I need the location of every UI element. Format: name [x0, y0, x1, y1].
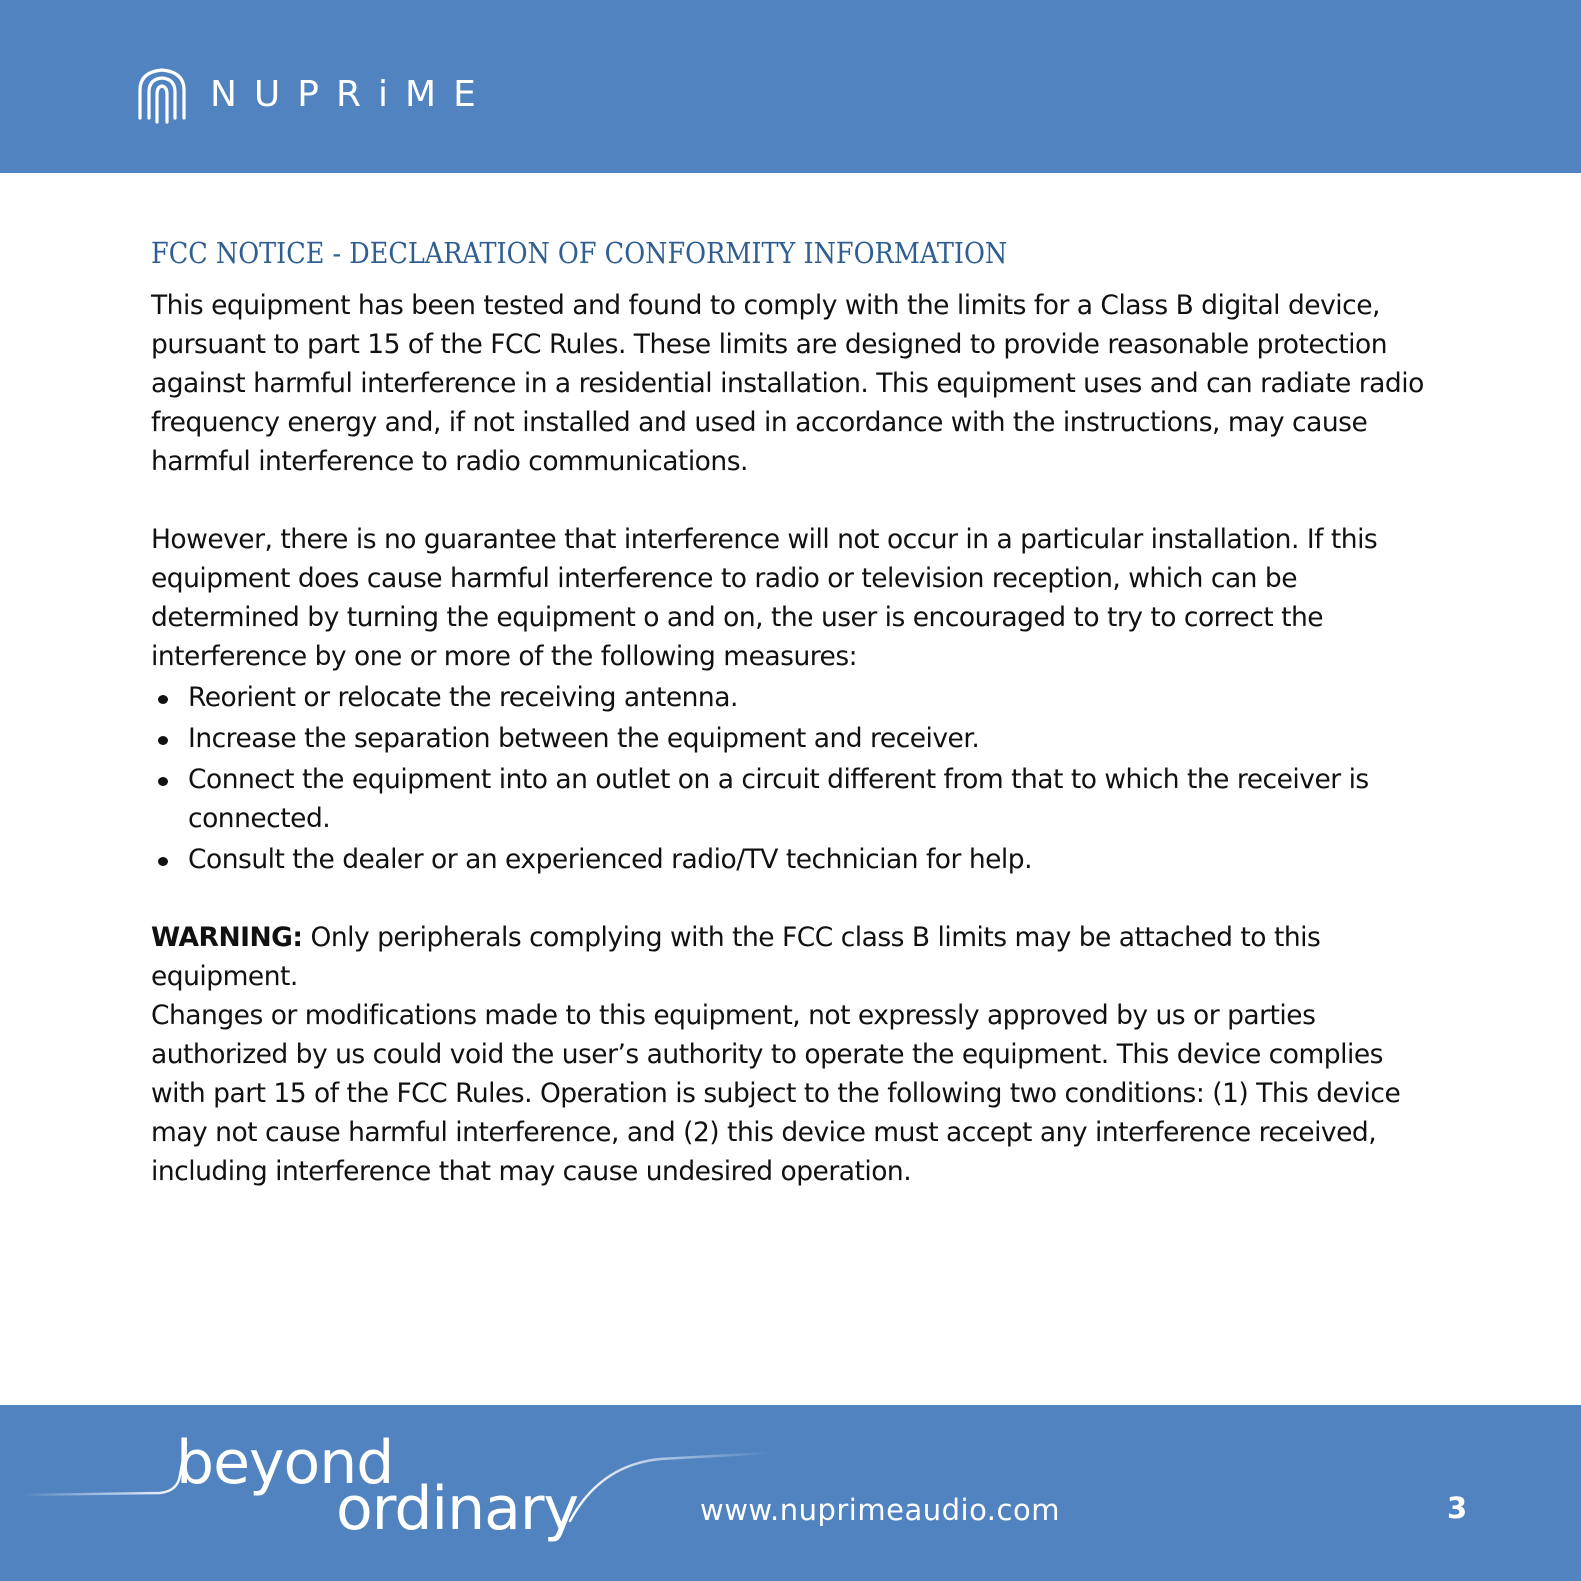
paragraph-changes: Changes or modifications made to this equipment, not expressly approved by us or parties authorized by us could void the user’s authority to operate the equipment. This device complies with part 15 of the FCC Rules. Operation is subject to the following two conditions: (1) This device may not cause harmful interference, and (2) this device must accept any interference received, including interference that may cause undesired operation.	[151, 1000, 1401, 1187]
tagline-beyond: beyond	[176, 1428, 394, 1498]
brand-logo	[136, 66, 493, 124]
list-item	[151, 840, 1441, 879]
tagline-ordinary: ordinary	[336, 1474, 579, 1544]
footer-band	[0, 1405, 1581, 1581]
brand-name: NUPRiME	[210, 74, 493, 115]
main-content	[151, 230, 1441, 1191]
list-item-text: Connect the equipment into an outlet on a circuit different from that to which the receiver is connected.	[188, 764, 1369, 834]
list-item-text: Reorient or relocate the receiving antenna.	[188, 682, 738, 713]
bullet-icon	[158, 695, 168, 704]
nuprime-arch-logo-icon	[136, 66, 188, 124]
list-item	[151, 678, 1441, 717]
bullet-icon	[158, 857, 168, 866]
list-item	[151, 719, 1441, 758]
bullet-icon	[158, 736, 168, 745]
warning-label: WARNING:	[151, 922, 303, 953]
list-item	[151, 760, 1441, 838]
warning-text: Only peripherals complying with the FCC class B limits may be attached to this equipment.	[151, 922, 1321, 992]
page-number: 3	[1447, 1491, 1468, 1525]
header-band	[0, 0, 1581, 173]
list-item-text: Consult the dealer or an experienced radio/TV technician for help.	[188, 844, 1033, 875]
paragraph-compliance: This equipment has been tested and found to comply with the limits for a Class B digital device, pursuant to part 15 of the FCC Rules. These limits are designed to provide reasonable protection against harmful interference in a residential installation. This equipment uses and can radiate radio frequency energy and, if not installed and used in accordance with the instructions, may cause harmful interference to radio communications.	[151, 290, 1424, 477]
measures-list	[151, 678, 1441, 879]
bullet-icon	[158, 777, 168, 786]
list-item-text: Increase the separation between the equipment and receiver.	[188, 723, 980, 754]
paragraph-warning	[151, 918, 1441, 996]
website-url: www.nuprimeaudio.com	[700, 1493, 1060, 1527]
paragraph-no-guarantee: However, there is no guarantee that interference will not occur in a particular installation. If this equipment does cause harmful interference to radio or television reception, which can be determined by turning the equipment o and on, the user is encouraged to try to correct the interference by one or more of the following measures:	[151, 524, 1378, 672]
page-title: FCC NOTICE - DECLARATION OF CONFORMITY INFORMATION	[151, 236, 1008, 270]
